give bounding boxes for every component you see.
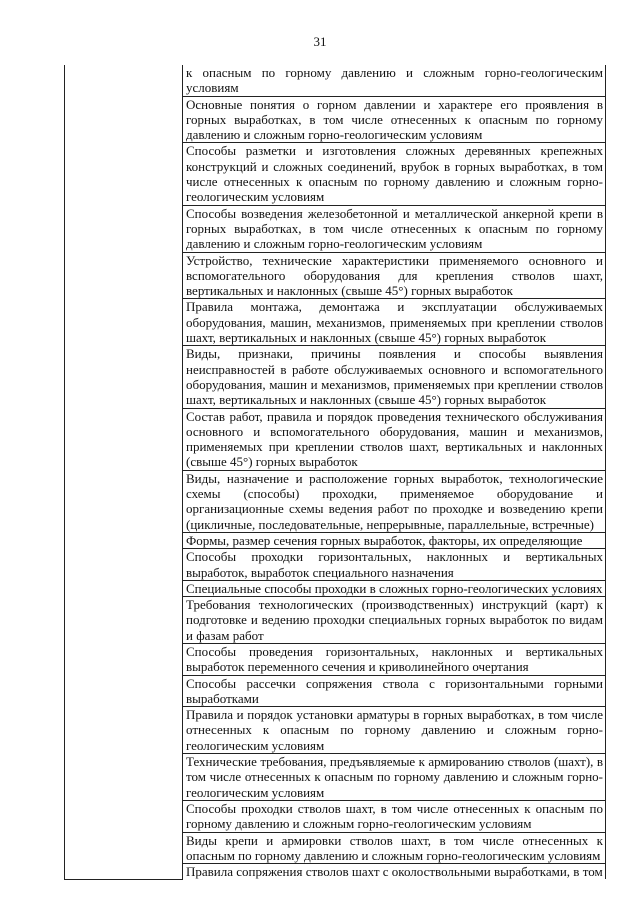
table-cell-text: к опасным по горному давлению и сложным горно-геологическим условиям <box>183 65 606 96</box>
table-cell-text: Способы возведения железобетонной и металлической анкерной крепи в горных выработках, в том числе отнесенных к опасным по горному давлению и сложным горно-геологическим условиям <box>183 205 606 252</box>
table-cell-text: Правила и порядок установки арматуры в горных выработках, в том числе отнесенных к опасным по горному давлению и сложным горно-геологическим условиям <box>183 707 606 754</box>
table-cell-text: Технические требования, предъявляемые к армированию стволов (шахт), в том числе отнесенных к опасным по горному давлению и сложным горно-геологическим условиям <box>183 754 606 801</box>
table-cell-text: Виды, признаки, причины появления и способы выявления неисправностей в работе обслуживаемых основного и вспомогательного оборудования, машин и механизмов, применяемых при креплении стволов шахт, вертикальных и наклонных (свыше 45°) горных выработок <box>183 346 606 408</box>
table-cell-text: Правила сопряжения стволов шахт с околоствольными выработками, в том <box>183 864 606 880</box>
table-cell-text: Правила монтажа, демонтажа и эксплуатации обслуживаемых оборудования, машин, механизмов, применяемых при креплении стволов шахт, вертикальных и наклонных (свыше 45°) горных выработок <box>183 299 606 346</box>
table-cell-text: Устройство, технические характеристики применяемого основного и вспомогательного оборудования для крепления стволов шахт, вертикальных и наклонных (свыше 45°) горных выработок <box>183 252 606 299</box>
table-cell-text: Способы разметки и изготовления сложных деревянных крепежных конструкций и сложных соединений, врубок в горных выработках, в том числе отнесенных к опасным по горному давлению и сложным горно-геологическим условиям <box>183 143 606 205</box>
table-cell-text: Формы, размер сечения горных выработок, факторы, их определяющие <box>183 532 606 548</box>
table-cell-text: Виды, назначение и расположение горных выработок, технологические схемы (способы) проходки, применяемое оборудование и организационные схемы ведения работ по проходке и возведению крепи (цикличные, последовательные, непрерывные, параллельные, встречные) <box>183 470 606 532</box>
table-cell-text: Способы проведения горизонтальных, наклонных и вертикальных выработок переменного сечения и криволинейного очертания <box>183 643 606 675</box>
table-cell-text: Способы проходки стволов шахт, в том числе отнесенных к опасным по горному давлению и сложным горно-геологическим условиям <box>183 800 606 832</box>
table-row <box>65 65 606 96</box>
page-number: 31 <box>313 34 327 49</box>
table-cell-text: Виды крепи и армировки стволов шахт, в том числе отнесенных к опасным по горному давлению и сложным горно-геологическим условиям <box>183 832 606 864</box>
table-cell-text: Способы проходки горизонтальных, наклонных и вертикальных выработок, выработок специального назначения <box>183 549 606 581</box>
table-cell-text: Основные понятия о горном давлении и характере его проявления в горных выработках, в том числе отнесенных к опасным по горному давлению и сложным горно-геологическим условиям <box>183 96 606 143</box>
table-cell-text: Состав работ, правила и порядок проведения технического обслуживания основного и вспомогательного оборудования, машин и механизмов, применяемых при креплении стволов шахт, вертикальных и наклонных (свыше 45°) горных выработок <box>183 408 606 470</box>
table-cell-text: Способы рассечки сопряжения ствола с горизонтальными горными выработками <box>183 675 606 707</box>
requirements-table <box>64 65 606 880</box>
table-cell-text: Специальные способы проходки в сложных горно-геологических условиях <box>183 580 606 596</box>
table-cell-text: Требования технологических (производственных) инструкций (карт) к подготовке и ведению проходки специальных горных выработок по видам и фазам работ <box>183 597 606 644</box>
empty-left-column-cell <box>65 65 183 879</box>
